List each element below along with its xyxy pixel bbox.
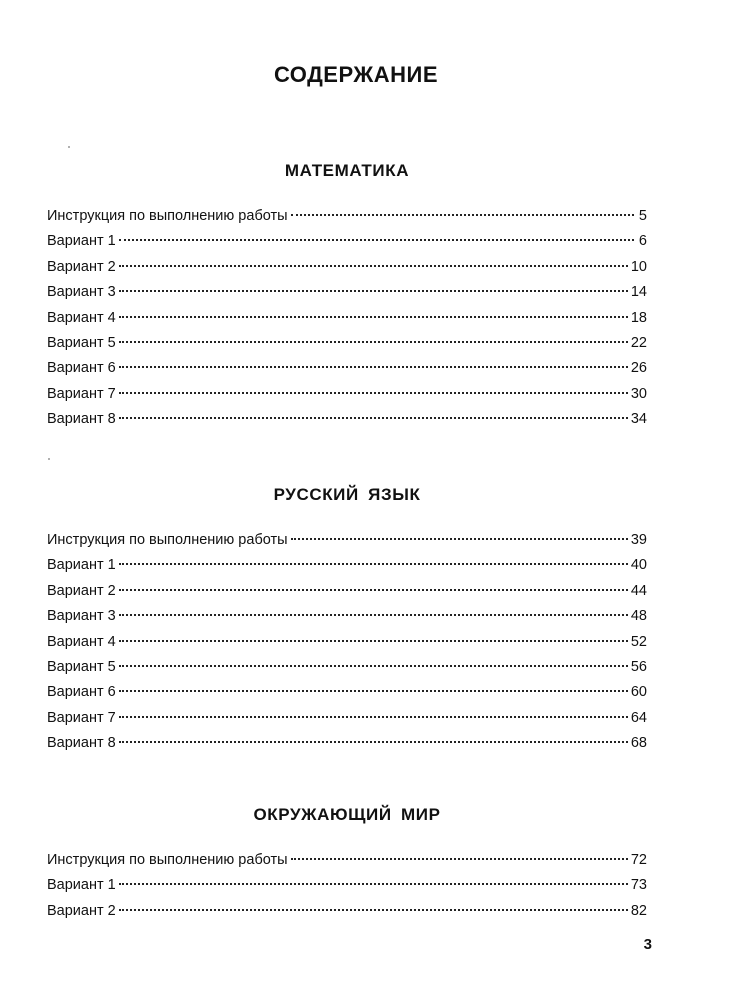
dot-leader xyxy=(119,239,634,241)
toc-entry-page: 82 xyxy=(630,902,647,919)
toc-entry xyxy=(47,306,647,331)
toc-entry-page: 68 xyxy=(630,735,647,752)
dot-leader xyxy=(119,316,628,318)
toc-list xyxy=(47,204,647,433)
toc-entry-label: Вариант 2 xyxy=(47,902,116,919)
dot-leader xyxy=(119,366,628,368)
toc-entry-page: 52 xyxy=(630,633,647,650)
toc-entry xyxy=(47,873,647,898)
dot-leader xyxy=(119,563,628,565)
toc-entry-page: 56 xyxy=(630,658,647,675)
dot-leader xyxy=(119,665,628,667)
toc-entry xyxy=(47,204,647,229)
toc-entry-label: Вариант 4 xyxy=(47,633,116,650)
toc-entry xyxy=(47,579,647,604)
toc-entry xyxy=(47,528,647,553)
toc-entry-page: 30 xyxy=(630,385,647,402)
toc-entry-page: 10 xyxy=(630,258,647,275)
toc-entry xyxy=(47,382,647,407)
dot-leader xyxy=(291,538,628,540)
toc-entry-page: 64 xyxy=(630,709,647,726)
toc-entry-label: Вариант 4 xyxy=(47,309,116,326)
toc-entry-page: 26 xyxy=(630,360,647,377)
scan-speck xyxy=(68,146,70,148)
toc-entry xyxy=(47,655,647,680)
page-number: 3 xyxy=(643,936,652,953)
toc-entry-page: 22 xyxy=(630,334,647,351)
toc-entry-label: Инструкция по выполнению работы xyxy=(47,852,288,868)
dot-leader xyxy=(119,909,628,911)
toc-entry-page: 14 xyxy=(630,284,647,301)
toc-entry-label: Вариант 8 xyxy=(47,735,116,752)
toc-list xyxy=(47,848,647,924)
dot-leader xyxy=(291,858,628,860)
toc-entry-label: Вариант 2 xyxy=(47,582,116,599)
dot-leader xyxy=(119,690,628,692)
toc-entry-page: 6 xyxy=(638,233,647,250)
toc-list xyxy=(47,528,647,757)
scan-speck xyxy=(48,458,50,460)
toc-entry-page: 39 xyxy=(630,532,647,548)
section-russian-language xyxy=(47,482,647,757)
toc-entry-label: Вариант 1 xyxy=(47,233,116,250)
toc-entry xyxy=(47,255,647,280)
dot-leader xyxy=(119,640,628,642)
toc-entry xyxy=(47,731,647,756)
toc-entry xyxy=(47,280,647,305)
dot-leader xyxy=(119,290,628,292)
toc-entry xyxy=(47,604,647,629)
toc-entry-page: 44 xyxy=(630,582,647,599)
dot-leader xyxy=(119,883,628,885)
section-title: МАТЕМАТИКА xyxy=(284,161,410,180)
toc-entry-label: Вариант 3 xyxy=(47,284,116,301)
toc-entry xyxy=(47,331,647,356)
toc-entry-label: Вариант 1 xyxy=(47,557,116,574)
toc-entry-label: Вариант 5 xyxy=(47,334,116,351)
toc-entry-label: Вариант 2 xyxy=(47,258,116,275)
toc-entry xyxy=(47,706,647,731)
dot-leader xyxy=(119,614,628,616)
dot-leader xyxy=(119,589,628,591)
toc-entry xyxy=(47,229,647,254)
toc-entry-label: Вариант 1 xyxy=(47,877,116,894)
toc-entry xyxy=(47,630,647,655)
toc-entry xyxy=(47,848,647,873)
toc-entry-page: 18 xyxy=(630,309,647,326)
dot-leader xyxy=(119,341,628,343)
dot-leader xyxy=(291,214,634,216)
toc-entry xyxy=(47,356,647,381)
toc-entry xyxy=(47,680,647,705)
toc-entry-page: 73 xyxy=(630,877,647,894)
toc-entry-label: Инструкция по выполнению работы xyxy=(47,532,288,548)
dot-leader xyxy=(119,392,628,394)
section-world-around xyxy=(47,802,647,924)
toc-entry-label: Вариант 7 xyxy=(47,709,116,726)
toc-entry-page: 34 xyxy=(630,411,647,428)
toc-entry-label: Вариант 8 xyxy=(47,411,116,428)
toc-entry-label: Вариант 6 xyxy=(47,360,116,377)
toc-entry xyxy=(47,407,647,432)
toc-entry xyxy=(47,553,647,578)
toc-entry-label: Вариант 7 xyxy=(47,385,116,402)
toc-entry-label: Вариант 5 xyxy=(47,658,116,675)
dot-leader xyxy=(119,417,628,419)
dot-leader xyxy=(119,716,628,718)
toc-entry xyxy=(47,899,647,924)
toc-entry-page: 5 xyxy=(638,208,647,224)
toc-entry-page: 48 xyxy=(630,608,647,625)
toc-entry-label: Вариант 3 xyxy=(47,608,116,625)
dot-leader xyxy=(119,741,628,743)
toc-entry-page: 72 xyxy=(630,852,647,868)
section-mathematics xyxy=(47,158,647,433)
section-title: РУССКИЙ ЯЗЫК xyxy=(273,485,421,504)
section-title: ОКРУЖАЮЩИЙ МИР xyxy=(253,805,441,824)
toc-entry-page: 40 xyxy=(630,557,647,574)
toc-entry-label: Инструкция по выполнению работы xyxy=(47,208,288,224)
toc-entry-label: Вариант 6 xyxy=(47,684,116,701)
dot-leader xyxy=(119,265,628,267)
page-title: СОДЕРЖАНИЕ xyxy=(273,62,439,87)
toc-entry-page: 60 xyxy=(630,684,647,701)
